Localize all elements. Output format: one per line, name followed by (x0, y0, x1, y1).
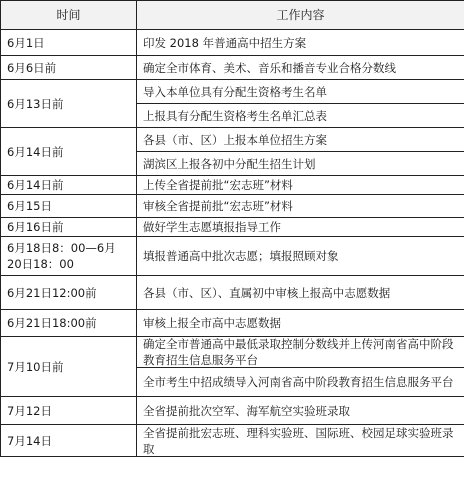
content-cell-text: 上报具有分配生资格考生名单汇总表 (143, 108, 327, 123)
time-cell (0, 275, 137, 310)
header-content (136, 0, 464, 30)
content-cell (136, 236, 464, 276)
time-cell (0, 175, 137, 195)
time-cell (0, 236, 137, 276)
content-cell-text: 印发 2018 年普通高中招生方案 (143, 35, 307, 50)
content-cell (136, 175, 464, 195)
time-cell-text: 7月14日 (7, 433, 52, 448)
header-time-text: 时间 (56, 8, 81, 22)
content-cell-text: 上传全省提前批“宏志班”材料 (143, 178, 293, 192)
content-cell (136, 127, 464, 152)
content-cell (136, 55, 464, 80)
content-cell-text: 导入本单位具有分配生资格考生名单 (143, 84, 327, 99)
time-cell (0, 55, 137, 80)
time-cell-text: 7月12日 (7, 403, 52, 418)
content-cell (136, 103, 464, 128)
time-cell (0, 396, 137, 425)
content-cell (136, 29, 464, 56)
time-cell-text: 7月10日前 (7, 359, 64, 374)
time-cell-text: 6月13日前 (7, 96, 64, 111)
header-time (0, 0, 137, 30)
time-cell-text: 6月16日前 (7, 220, 64, 234)
content-cell-text: 全省提前批宏志班、理科实验班、国际班、校园足球实验班录取 (143, 425, 454, 456)
content-cell-text: 全省提前批次空军、海军航空实验班录取 (143, 403, 350, 418)
content-cell-text: 确定全市普通高中最低录取控制分数线并上传河南省高中阶段教育招生信息服务平台 (143, 337, 454, 367)
content-cell (136, 309, 464, 337)
time-cell-text: 6月6日前 (7, 60, 57, 75)
content-cell-text: 做好学生志愿填报指导工作 (143, 220, 281, 234)
content-cell (136, 275, 464, 310)
time-cell (0, 217, 137, 237)
time-cell (0, 79, 137, 128)
time-cell (0, 309, 137, 337)
content-cell (136, 336, 464, 368)
content-cell (136, 194, 464, 218)
content-cell-text: 各县（市、区）、直属初中审核上报高中志愿数据 (143, 285, 391, 300)
time-cell (0, 194, 137, 218)
header-content-text: 工作内容 (276, 8, 325, 22)
time-cell-text: 6月21日18:00前 (7, 316, 97, 330)
content-cell-text: 确定全市体育、美术、音乐和播音专业合格分数线 (143, 60, 396, 75)
time-cell (0, 424, 137, 457)
content-cell (136, 151, 464, 176)
time-cell (0, 127, 137, 176)
content-cell (136, 424, 464, 457)
time-cell-text: 6月15日 (7, 199, 52, 213)
time-cell-text: 6月14日前 (7, 178, 64, 192)
content-cell-text: 湖滨区上报各初中分配生招生计划 (143, 156, 316, 171)
time-cell (0, 336, 137, 397)
content-cell-text: 审核上报全市高中志愿数据 (143, 316, 281, 330)
content-cell (136, 367, 464, 397)
time-cell (0, 29, 137, 56)
content-cell-text: 审核全省提前批“宏志班”材料 (143, 199, 293, 213)
content-cell-text: 各县（市、区）上报本单位招生方案 (143, 132, 327, 147)
time-cell-text: 6月18日8：00—6月20日18：00 (7, 241, 116, 271)
content-cell (136, 217, 464, 237)
content-cell-text: 填报普通高中批次志愿；填报照顾对象 (143, 249, 339, 263)
time-cell-text: 6月14日前 (7, 144, 64, 159)
content-cell (136, 396, 464, 425)
time-cell-text: 6月21日12:00前 (7, 285, 97, 300)
time-cell-text: 6月1日 (7, 35, 45, 50)
content-cell-text: 全市考生中招成绩导入河南省高中阶段教育招生信息服务平台 (143, 375, 454, 389)
content-cell (136, 79, 464, 104)
